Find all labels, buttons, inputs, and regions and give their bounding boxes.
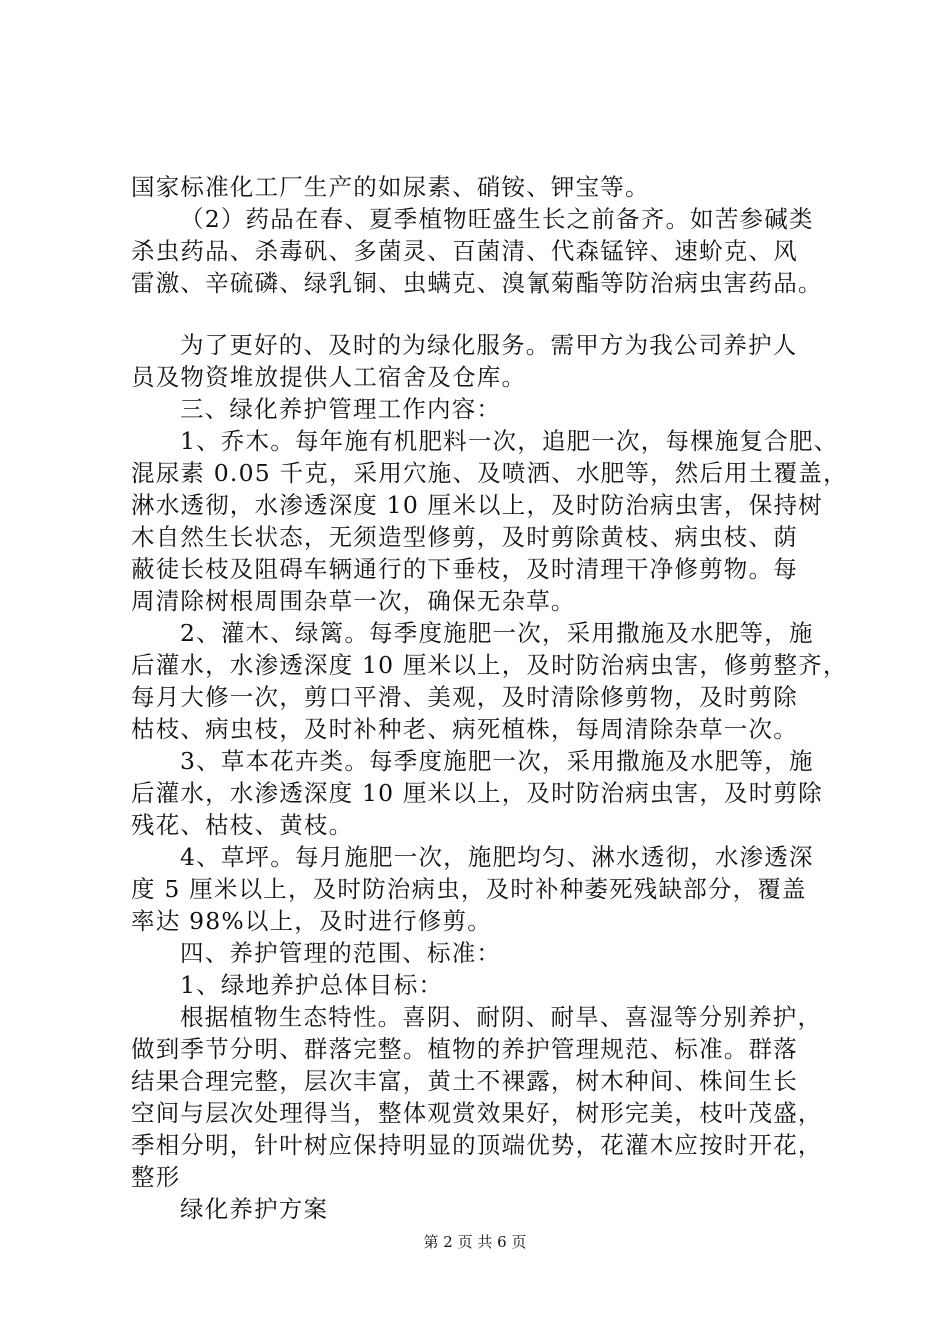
text-line: 1、乔木。每年施有机肥料一次，追肥一次，每棵施复合肥、 <box>180 427 839 455</box>
text-line: （2）药品在春、夏季植物旺盛生长之前备齐。如苦参碱类 <box>180 205 814 233</box>
text-line: 周清除树根周围杂草一次，确保无杂草。 <box>131 587 576 615</box>
text-line: 度 5 厘米以上，及时防治病虫，及时补种萎死残缺部分，覆盖 <box>131 875 807 903</box>
text-line: 后灌水，水渗透深度 10 厘米以上，及时防治病虫害，及时剪除 <box>131 779 823 807</box>
text-line: 蔽徒长枝及阻碍车辆通行的下垂枝，及时清理干净修剪物。每 <box>131 555 798 583</box>
text-line: 雷激、辛硫磷、绿乳铜、虫螨克、溴氰菊酯等防治病虫害药品。 <box>131 269 823 297</box>
text-line: 率达 98%以上，及时进行修剪。 <box>131 907 492 935</box>
text-line: 3、草本花卉类。每季度施肥一次，采用撒施及水肥等，施 <box>180 747 814 775</box>
subsection-heading: 1、绿地养护总体目标： <box>180 971 444 999</box>
section-heading: 四、养护管理的范围、标准： <box>180 939 502 967</box>
text-line: 木自然生长状态，无须造型修剪，及时剪除黄枝、病虫枝、荫 <box>131 523 798 551</box>
page-number-footer: 第 2 页 共 6 页 <box>423 1233 527 1251</box>
text-line: 季相分明，针叶树应保持明显的顶端优势，花灌木应按时开花， <box>131 1131 823 1159</box>
text-line: 4、草坪。每月施肥一次，施肥均匀、淋水透彻，水渗透深 <box>180 843 814 871</box>
text-line: 国家标准化工厂生产的如尿素、硝铵、钾宝等。 <box>131 173 650 201</box>
text-line: 结果合理完整，层次丰富，黄土不裸露，树木种间、株间生长 <box>131 1067 798 1095</box>
text-line: 后灌水，水渗透深度 10 厘米以上，及时防治病虫害，修剪整齐， <box>131 651 848 679</box>
text-line: 淋水透彻，水渗透深度 10 厘米以上，及时防治病虫害，保持树 <box>131 491 823 519</box>
document-title-line: 绿化养护方案 <box>180 1195 329 1223</box>
text-line: 枯枝、病虫枝，及时补种老、病死植株，每周清除杂草一次。 <box>131 715 798 743</box>
text-line: 混尿素 0.05 千克，采用穴施、及喷洒、水肥等，然后用土覆盖， <box>131 459 848 487</box>
text-line: 每月大修一次，剪口平滑、美观，及时清除修剪物，及时剪除 <box>131 683 798 711</box>
text-line: 为了更好的、及时的为绿化服务。需甲方为我公司养护人 <box>180 331 798 359</box>
text-line: 根据植物生态特性。喜阴、耐阴、耐旱、喜湿等分别养护， <box>180 1003 823 1031</box>
section-heading: 三、绿化养护管理工作内容： <box>180 395 502 423</box>
text-line: 2、灌木、绿篱。每季度施肥一次，采用撒施及水肥等，施 <box>180 619 814 647</box>
text-line: 整形 <box>131 1163 181 1191</box>
text-line: 员及物资堆放提供人工宿舍及仓库。 <box>131 363 527 391</box>
text-line: 做到季节分明、群落完整。植物的养护管理规范、标准。群落 <box>131 1035 798 1063</box>
text-line: 空间与层次处理得当，整体观赏效果好，树形完美，枝叶茂盛， <box>131 1099 823 1127</box>
text-line: 杀虫药品、杀毒矾、多菌灵、百菌清、代森锰锌、速蚧克、风 <box>131 237 798 265</box>
text-line: 残花、枯枝、黄枝。 <box>131 811 354 839</box>
